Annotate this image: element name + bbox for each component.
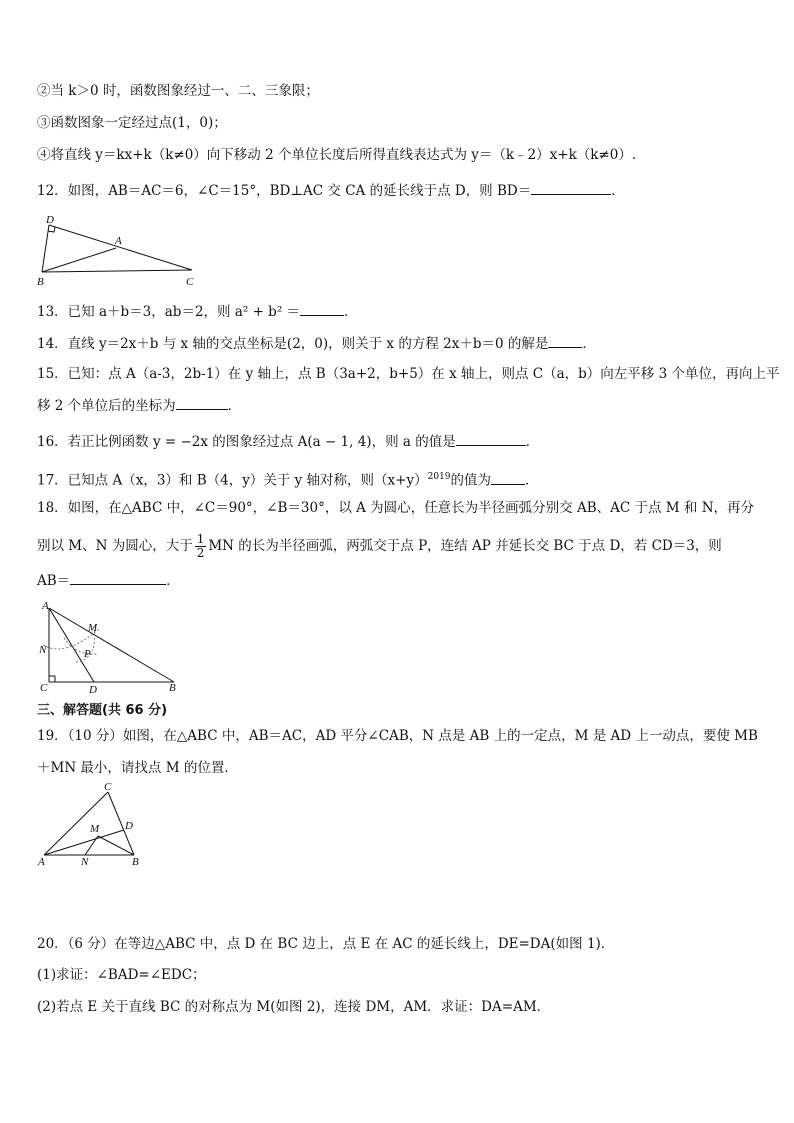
question-14-text: 14．直线 y＝2x＋b 与 x 轴的交点坐标是(2，0)，则关于 x 的方程 2x＋b＝0 的解是	[37, 336, 549, 352]
question-15-line-2	[37, 396, 758, 415]
label-d: D	[46, 214, 54, 226]
question-18-text-b: MN 的长为半径画弧，两弧交于点 P，连结 AP 并延长交 BC 于点 D，若 CD＝3，则	[208, 538, 722, 554]
label-b: B	[132, 856, 139, 868]
question-16	[37, 432, 758, 451]
question-13-end: ．	[344, 304, 358, 320]
figure-q12	[36, 212, 201, 288]
fraction-denominator: 2	[196, 546, 205, 560]
label-c: C	[186, 276, 194, 288]
line-statement-2: ②当 k＞0 时，函数图象经过一、二、三象限；	[37, 83, 319, 99]
question-17-end: ．	[525, 472, 539, 489]
fraction-numerator: 1	[196, 532, 205, 546]
question-19-line-2: ＋MN 最小，请找点 M 的位置．	[37, 760, 238, 776]
question-18-line-1: 18．如图，在△ABC 中，∠C＝90°，∠B＝30°，以 A 为圆心，任意长为半径画弧分别交 AB、AC 于点 M 和 N，再分	[37, 500, 755, 516]
label-m: M	[88, 622, 98, 634]
question-14-end: ．	[582, 336, 596, 352]
fraction-one-half	[195, 533, 207, 560]
question-12-text: AB＝AC＝6，∠C＝15°，BD⊥AC 交 CA 的延长线于点 D，则 BD＝	[108, 183, 532, 199]
label-d: D	[89, 684, 97, 696]
label-a: A	[42, 600, 49, 612]
question-13	[37, 302, 758, 321]
label-b: B	[37, 276, 44, 288]
question-12-number: 12．如图，	[37, 183, 109, 199]
exponent-2019: 2019	[427, 472, 451, 482]
question-18-text-c: AB＝	[37, 573, 71, 589]
figure-q19	[36, 780, 146, 868]
question-15-end: ．	[227, 398, 242, 414]
label-c: C	[40, 682, 48, 694]
answer-blank-14[interactable]	[548, 334, 582, 348]
label-m: M	[90, 823, 100, 835]
answer-blank-15[interactable]	[176, 396, 228, 410]
question-15-line-1: 15．已知：点 A（a-3，2b-1）在 y 轴上，点 B（3a+2，b+5）在 x 轴上，则点 C（a，b）向左平移 3 个单位，再向上平	[37, 366, 780, 382]
answer-blank-17[interactable]	[491, 471, 525, 485]
question-15-text: 移 2 个单位后的坐标为	[37, 398, 176, 414]
answer-blank-18[interactable]	[70, 571, 166, 585]
line-statement-3: ③函数图象一定经过点(1，0)；	[37, 115, 227, 131]
question-18-end: ．	[166, 573, 180, 589]
question-16-text: 16．若正比例函数 y = −2x 的图象经过点 A(a − 1, 4)，则 a 的值是	[37, 434, 456, 450]
question-14	[37, 334, 758, 353]
question-19-line-1: 19．（10 分）如图，在△ABC 中，AB＝AC，AD 平分∠CAB，N 点是 AB 上的一定点，M 是 AD 上一动点，要使 MB	[37, 728, 758, 744]
label-a: A	[115, 235, 122, 247]
question-18-line-3	[37, 571, 758, 590]
label-n: N	[39, 644, 47, 656]
answer-blank-16[interactable]	[456, 432, 526, 446]
answer-blank-12[interactable]	[531, 181, 611, 195]
figure-q18	[36, 600, 186, 696]
question-18-text-a: 别以 M、N 为圆心，大于	[37, 538, 193, 554]
question-12	[37, 181, 758, 200]
section-heading-solutions: 三、解答题(共 66 分)	[37, 703, 168, 718]
label-n: N	[81, 856, 89, 868]
question-12-end: ．	[611, 183, 625, 199]
label-d: D	[125, 820, 133, 832]
question-16-end: ．	[525, 434, 540, 450]
question-20-line-1: 20．（6 分）在等边△ABC 中，点 D 在 BC 边上，点 E 在 AC 的延长线上，DE=DA(如图 1)．	[37, 936, 615, 952]
label-c: C	[104, 781, 112, 793]
question-20-line-2: (1)求证：∠BAD=∠EDC；	[37, 967, 206, 983]
question-20-line-3: (2)若点 E 关于直线 BC 的对称点为 M(如图 2)，连接 DM，AM．求证：DA=AM．	[37, 999, 551, 1015]
question-17-text-b: 的值为	[450, 472, 492, 489]
label-p: P	[84, 648, 91, 660]
question-13-text: 13．已知 a＋b＝3，ab＝2，则 a² + b² ＝	[37, 304, 301, 320]
question-17	[37, 468, 758, 490]
question-17-text: 17．已知点 A（x，3）和 B（4，y）关于 y 轴对称，则（x+y）	[37, 472, 428, 489]
label-a: A	[38, 856, 45, 868]
line-statement-4: ④将直线 y＝kx+k（k≠0）向下移动 2 个单位长度后所得直线表达式为 y＝（k﹣2）x+k（k≠0）.	[37, 147, 637, 163]
question-18-line-2	[37, 533, 758, 560]
label-b: B	[169, 682, 176, 694]
answer-blank-13[interactable]	[300, 302, 344, 316]
